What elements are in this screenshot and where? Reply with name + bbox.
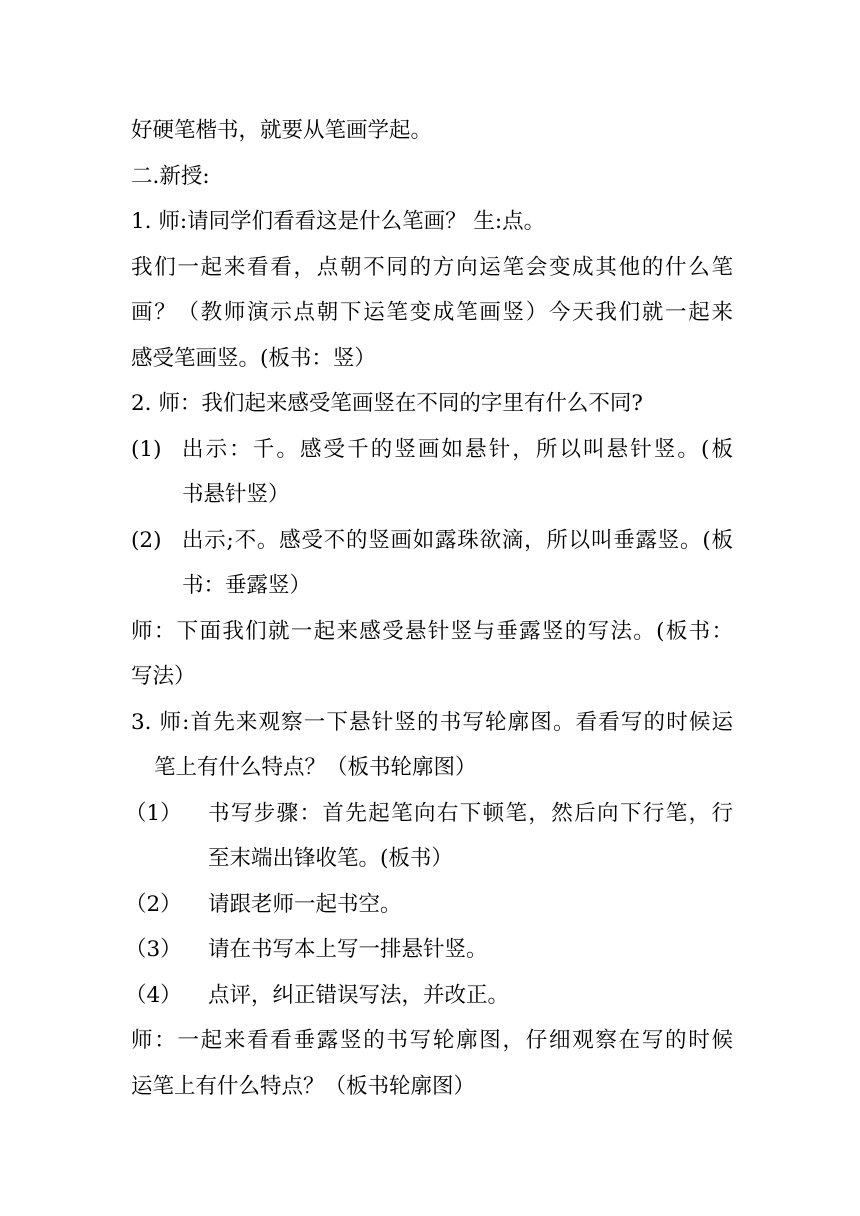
text-line: 运笔上有什么特点？（板书轮廓图） <box>131 1073 476 1099</box>
text-line: 我们一起来看看，点朝不同的方向运笔会变成其他的什么笔 <box>131 254 733 280</box>
text-line-continuation: 笔上有什么特点？（板书轮廓图） <box>154 755 477 780</box>
list-item-text: 书写步骤：首先起笔向右下顿笔，然后向下行笔，行 <box>208 800 733 826</box>
list-item-continuation: 至末端出锋收笔。(板书） <box>208 846 453 871</box>
list-marker: (1) <box>131 436 162 462</box>
list-item <box>125 927 733 973</box>
list-item-continuation: 书：垂露竖） <box>182 573 312 598</box>
text-line: 好硬笔楷书，就要从笔画学起。 <box>131 118 433 143</box>
text-line: 师：一起来看看垂露竖的书写轮廓图，仔细观察在写的时候 <box>131 1028 733 1053</box>
document-body <box>125 108 733 1109</box>
list-item-text: 出示：千。感受千的竖画如悬针，所以叫悬针竖。(板 <box>182 436 733 462</box>
section-heading: 二.新授: <box>131 163 210 189</box>
text-line: 师：下面我们就一起来感受悬针竖与垂露竖的写法。(板书： <box>131 618 733 644</box>
list-item-text: 请跟老师一起书空。 <box>208 891 402 917</box>
list-marker: （4） <box>125 982 182 1008</box>
text-line: 3. 师:首先来观察一下悬针竖的书写轮廓图。看看写的时候运 <box>131 709 733 735</box>
list-item-text: 点评，纠正错误写法，并改正。 <box>208 982 510 1008</box>
text-line: 2. 师：我们起来感受笔画竖在不同的字里有什么不同? <box>131 391 643 416</box>
list-item-continuation: 书悬针竖） <box>182 482 290 507</box>
list-item-text: 请在书写本上写一排悬针竖。 <box>208 937 488 962</box>
list-item <box>125 882 733 928</box>
list-item-text: 出示;不。感受不的竖画如露珠欲滴，所以叫垂露竖。(板 <box>182 527 733 553</box>
list-item <box>125 791 733 837</box>
list-marker: (2) <box>131 527 162 553</box>
text-line: 感受笔画竖。(板书：竖） <box>131 345 376 371</box>
text-line: 1. 师:请同学们看看这是什么笔画？ 生:点。 <box>131 209 546 234</box>
text-line: 画？（教师演示点朝下运笔变成笔画竖）今天我们就一起来 <box>131 300 733 325</box>
list-marker: （2） <box>125 891 182 917</box>
list-marker: （3） <box>125 937 182 962</box>
text-line: 写法） <box>131 664 196 689</box>
list-item <box>131 427 733 473</box>
list-item <box>125 973 733 1019</box>
list-item <box>131 518 733 564</box>
list-marker: （1） <box>125 800 182 826</box>
